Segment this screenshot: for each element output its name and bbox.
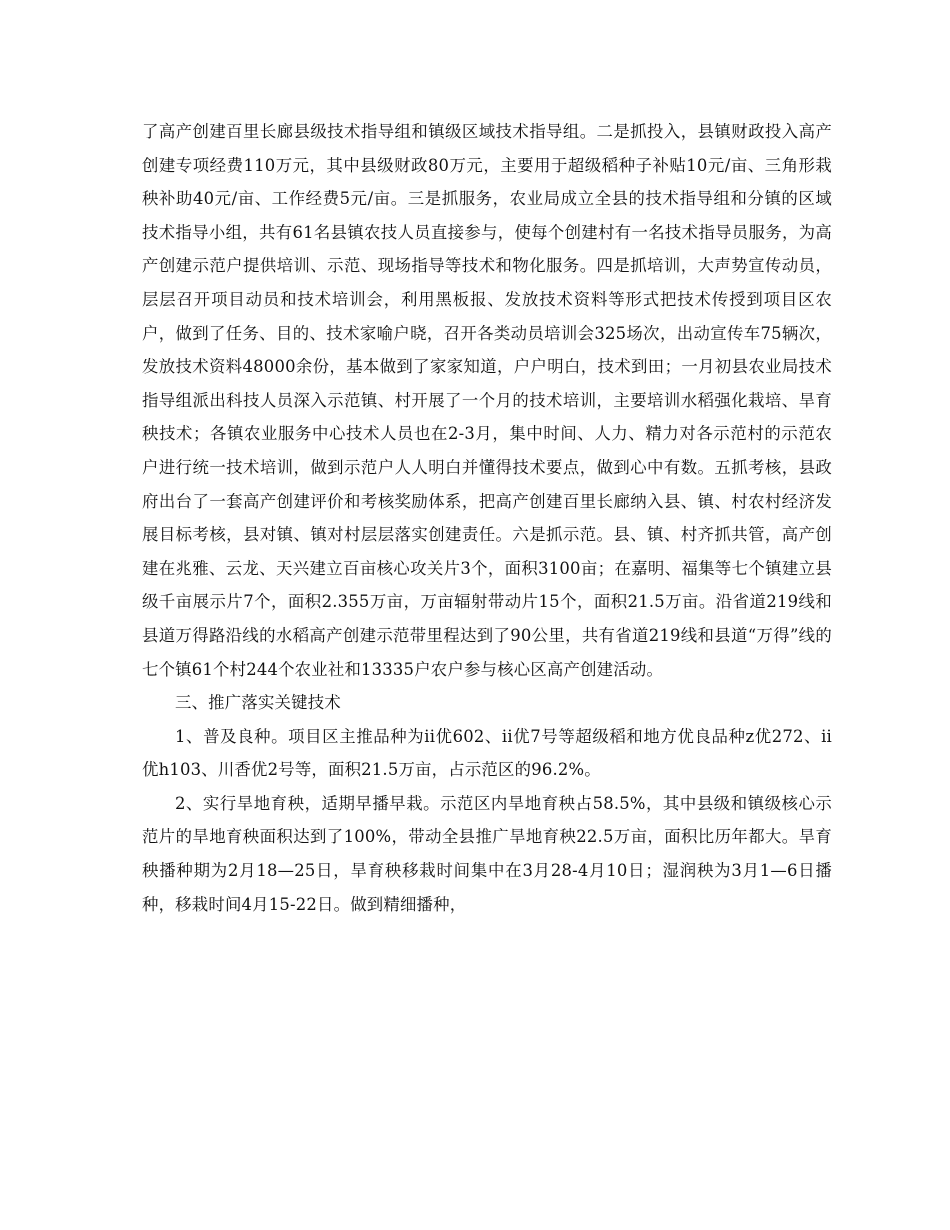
- paragraph-dryland-seedlings: 2、实行旱地育秧，适期早播早栽。示范区内旱地育秧占58.5%，其中县级和镇级核心示范片的旱地育秧面积达到了100%，带动全县推广旱地育秧22.5万亩，面积比历年都大。旱育秧播种期为2月18—25日，旱育秧移栽时间集中在3月28-4月10日；湿润秧为3月1—6日播种，移栽时间4月15-22日。做到精细播种，: [142, 793, 832, 914]
- section-heading-key-technologies: 三、推广落实关键技术: [175, 693, 341, 713]
- document-body: [142, 115, 832, 921]
- paragraph-improved-varieties: 1、普及良种。项目区主推品种为ii优602、ii优7号等超级稻和地方优良品种z优272、ii优h103、川香优2号等，面积21.5万亩，占示范区的96.2%。: [142, 726, 832, 780]
- paragraph-high-yield-measures: 了高产创建百里长廊县级技术指导组和镇级区域技术指导组。二是抓投入，县镇财政投入高产创建专项经费110万元，其中县级财政80万元，主要用于超级稻种子补贴10元/亩、三角形栽秧补助40元/亩、工作经费5元/亩。三是抓服务，农业局成立全县的技术指导组和分镇的区域技术指导小组，共有61名县镇农技人员直接参与，使每个创建村有一名技术指导员服务，为高产创建示范户提供培训、示范、现场指导等技术和物化服务。四是抓培训，大声势宣传动员，层层召开项目动员和技术培训会，利用黑板报、发放技术资料等形式把技术传授到项目区农户，做到了任务、目的、技术家喻户晓，召开各类动员培训会325场次，出动宣传车75辆次，发放技术资料48000余份，基本做到了家家知道，户户明白，技术到田；一月初县农业局技术指导组派出科技人员深入示范镇、村开展了一个月的技术培训，主要培训水稻强化栽培、旱育秧技术；各镇农业服务中心技术人员也在2-3月，集中时间、人力、精力对各示范村的示范农户进行统一技术培训，做到示范户人人明白并懂得技术要点，做到心中有数。五抓考核，县政府出台了一套高产创建评价和考核奖励体系，把高产创建百里长廊纳入县、镇、村农村经济发展目标考核，县对镇、镇对村层层落实创建责任。六是抓示范。县、镇、村齐抓共管，高产创建在兆雅、云龙、天兴建立百亩核心攻关片3个，面积3100亩；在嘉明、福集等七个镇建立县级千亩展示片7个，面积2.355万亩，万亩辐射带动片15个，面积21.5万亩。沿省道219线和县道万得路沿线的水稻高产创建示范带里程达到了90公里，共有省道219线和县道“万得”线的七个镇61个村244个农业社和13335户农户参与核心区高产创建活动。: [142, 122, 832, 679]
